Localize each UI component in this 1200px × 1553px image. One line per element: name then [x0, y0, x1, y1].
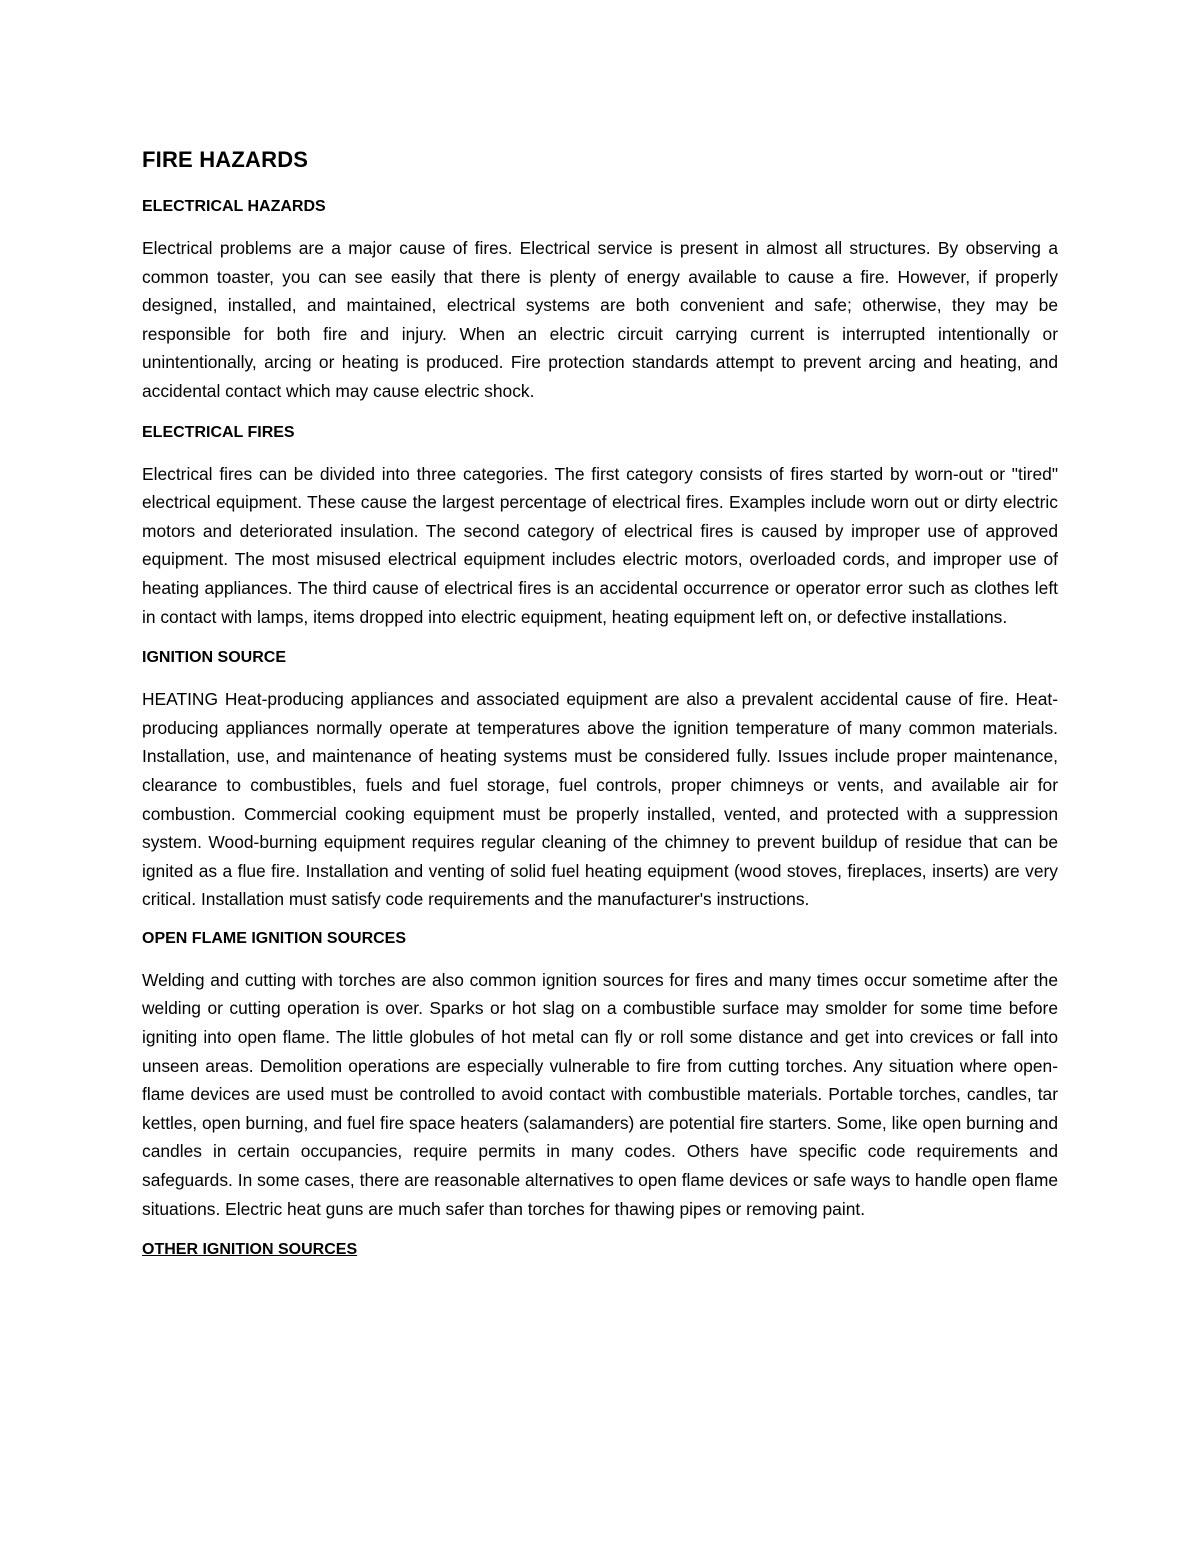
section-heading-ignition-source: IGNITION SOURCE — [142, 649, 287, 667]
document-title: FIRE HAZARDS — [142, 147, 309, 172]
paragraph-electrical-fires: Electrical fires can be divided into three categories. The first category consists of fires started by worn-out or "tired" electrical equipment. These cause the largest percentage of electrical fires. Examples include worn out or dirty electric motors and deteriorated insulation. The second category of electrical fires is caused by improper use of approved equipment. The most misused electrical equipment includes electric motors, overloaded cords, and improper use of heating appliances. The third cause of electrical fires is an accidental occurrence or operator error such as clothes left in contact with lamps, items dropped into electric equipment, heating equipment left on, or defective installations. — [142, 463, 1058, 627]
section-heading-electrical-fires: ELECTRICAL FIRES — [142, 423, 295, 441]
section-heading-electrical-hazards: ELECTRICAL HAZARDS — [142, 198, 326, 215]
paragraph-ignition-source: HEATING Heat-producing appliances and associated equipment are also a prevalent accidental cause of fire. Heat-producing appliances normally operate at temperatures above the ignition temperature of many common materials. Installation, use, and maintenance of heating systems must be considered fully. Issues include proper maintenance, clearance to combustibles, fuels and fuel storage, fuel controls, proper chimneys or vents, and available air for combustion. Commercial cooking equipment must be properly installed, vented, and protected with a suppression system. Wood-burning equipment requires regular cleaning of the chimney to prevent buildup of residue that can be ignited as a flue fire. Installation and venting of solid fuel heating equipment (wood stoves, fireplaces, inserts) are very critical. Installation must satisfy code requirements and the manufacturer's instructions. — [142, 689, 1058, 910]
document-page — [142, 146, 1058, 1277]
section-heading-open-flame-ignition-sources: OPEN FLAME IGNITION SOURCES — [142, 929, 407, 947]
paragraph-electrical-hazards: Electrical problems are a major cause of fires. Electrical service is present in almost all structures. By observing a common toaster, you can see easily that there is plenty of energy available to cause a fire. However, if properly designed, installed, and maintained, electrical systems are both convenient and safe; otherwise, they may be responsible for both fire and injury. When an electric circuit carrying current is interrupted intentionally or unintentionally, arcing or heating is produced. Fire protection standards attempt to prevent arcing and heating, and accidental contact which may cause electric shock. — [142, 238, 1058, 401]
paragraph-open-flame-ignition-sources: Welding and cutting with torches are also common ignition sources for fires and many times occur sometime after the welding or cutting operation is over. Sparks or hot slag on a combustible surface may smolder for some time before igniting into open flame. The little globules of hot metal can fly or roll some distance and get into crevices or fall into unseen areas. Demolition operations are especially vulnerable to fire from cutting torches. Any situation where open-flame devices are used must be controlled to avoid contact with combustible materials. Portable torches, candles, tar kettles, open burning, and fuel fire space heaters (salamanders) are potential fire starters. Some, like open burning and candles in certain occupancies, require permits in many codes. Others have specific code requirements and safeguards. In some cases, there are reasonable alternatives to open flame devices or safe ways to handle open flame situations. Electric heat guns are much safer than torches for thawing pipes or removing paint. — [142, 969, 1058, 1219]
section-heading-other-ignition-sources: OTHER IGNITION SOURCES — [142, 1241, 358, 1259]
